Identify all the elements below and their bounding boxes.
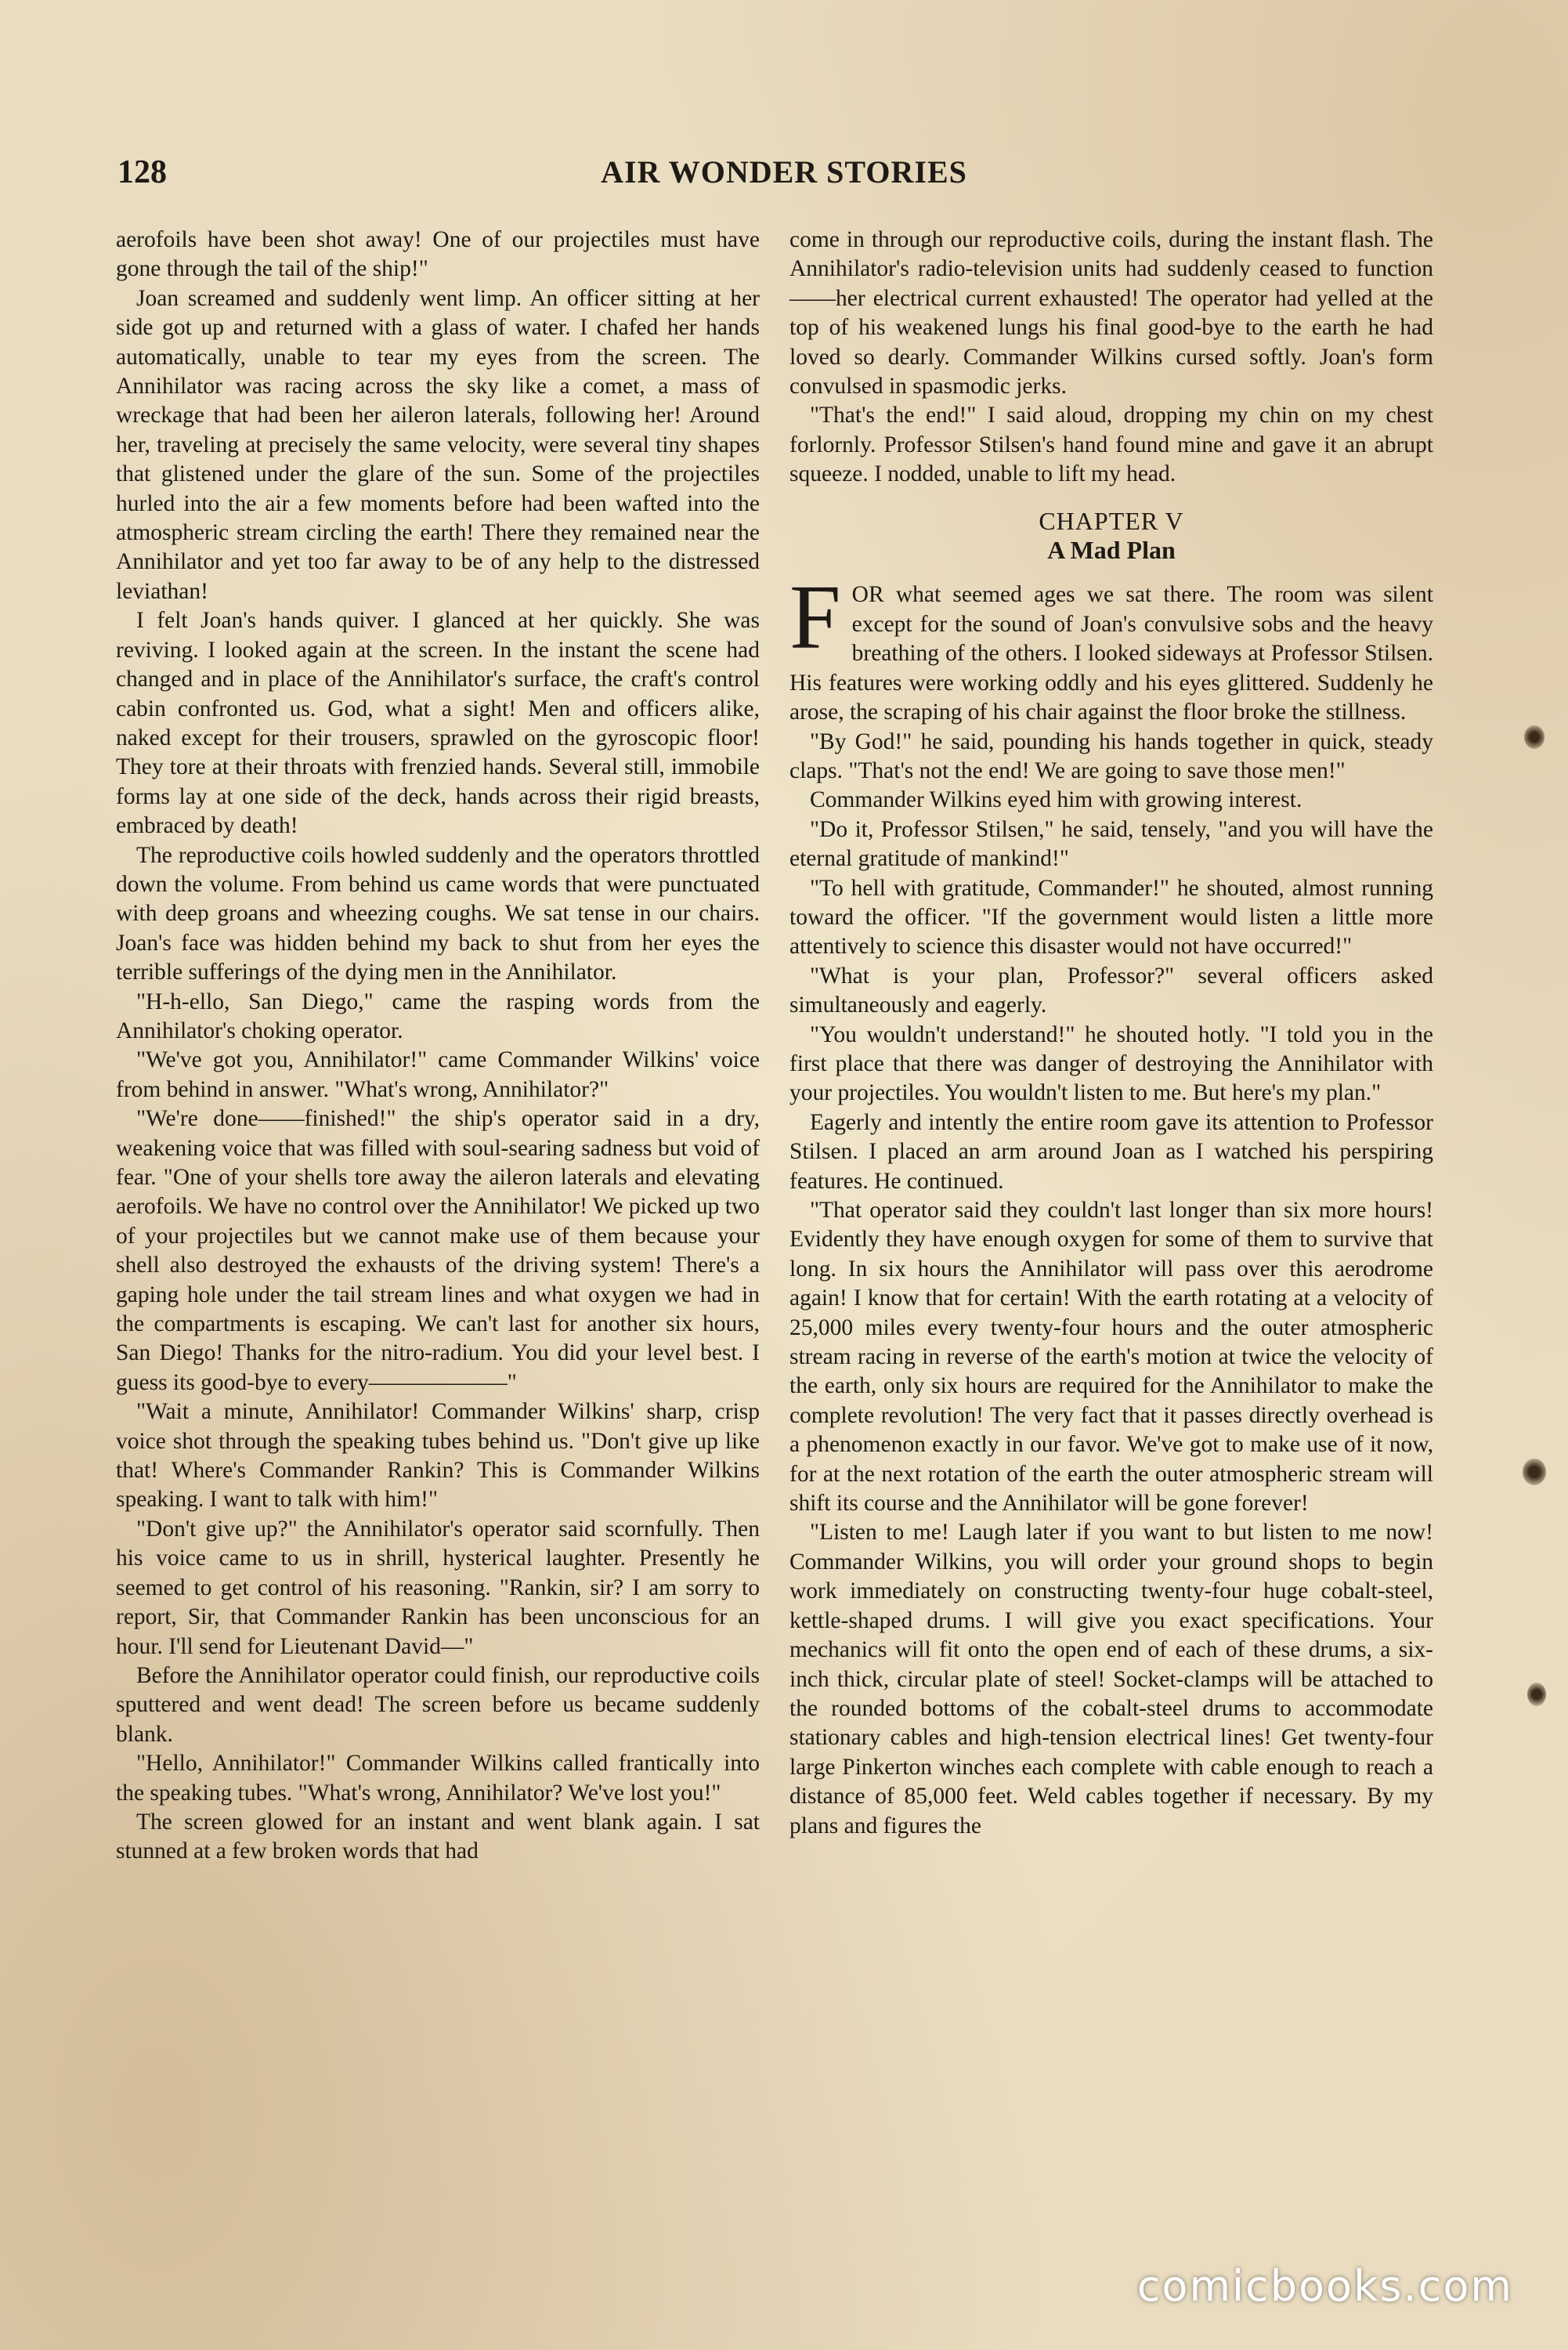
drop-cap: F <box>789 566 841 669</box>
paragraph: Joan screamed and suddenly went limp. An officer sitting at her side got up and returned with a glass of water. I chafed her hands automatically, unable to tear my eyes from the screen. The Annihilator was racing across the sky like a comet, a mass of wreckage that had been her aileron laterals, following her! Around her, traveling at precisely the same velocity, were several tiny shapes that glistened under the glare of the sun. Some of the projectiles hurled into the air a few moments before had been wafted into the atmospheric stream circling the earth! There they remained near the Annihilator and yet too far away to be of any help to the distressed leviathan! <box>116 285 760 604</box>
chapter-heading <box>789 507 1433 566</box>
paragraph: I felt Joan's hands quiver. I glanced at her quickly. She was reviving. I looked again at the screen. In the instant the scene had changed and in place of the Annihilator's surface, the craft's control cabin confronted us. God, what a sight! Men and officers alike, naked except for their trousers, sprawled on the gyroscopic floor! They tore at their throats with frenzied hands. Several still, immobile forms lay at one side of the deck, hands across their rigid breasts, embraced by death! <box>116 608 760 839</box>
paragraph: aerofoils have been shot away! One of our projectiles must have gone through the tail of the ship!" <box>116 227 760 282</box>
paragraph: "That's the end!" I said aloud, dropping my chin on my chest forlornly. Professor Stilsen's hand found mine and gave it an abrupt squeeze. I nodded, unable to lift my head. <box>789 403 1433 487</box>
paragraph: "Do it, Professor Stilsen," he said, tensely, "and you will have the eternal gratitude of mankind!" <box>789 816 1433 872</box>
right-column <box>789 226 1433 1841</box>
binding-hole <box>1527 1683 1546 1706</box>
chapter-first-paragraph <box>789 566 1433 727</box>
paragraph: "We've got you, Annihilator!" came Commander Wilkins' voice from behind in answer. "What's wrong, Annihilator?" <box>116 1047 760 1102</box>
binding-hole <box>1523 1459 1546 1485</box>
paragraph: Commander Wilkins eyed him with growing interest. <box>810 787 1302 813</box>
paragraph: "What is your plan, Professor?" several officers asked simultaneously and eagerly. <box>789 963 1433 1018</box>
chapter-number: CHAPTER V <box>1039 506 1184 535</box>
paragraph: "We're done——finished!" the ship's operator said in a dry, weakening voice that was filled with soul-searing sadness but void of fear. "One of your shells tore away the aileron laterals and elevating aerofoils. We have no control over the Annihilator! We picked up two of your projectiles but we cannot make use of them because your shell also destroyed the exhausts of the driving system! There's a gaping hole under the tail stream lines and what oxygen we had in the compartments is escaping. We can't last for another six hours, San Diego! Thanks for the nitro-radium. You did your level best. I guess its good-bye to every——————" <box>116 1106 760 1395</box>
paragraph: The screen glowed for an instant and went blank again. I sat stunned at a few broken words that had <box>116 1809 760 1864</box>
paragraph: "Listen to me! Laugh later if you want to but listen to me now! Commander Wilkins, you will order your ground shops to begin work immediately on constructing twenty-four huge cobalt-steel, kettle-shaped drums. I will give you exact specifications. Your mechanics will fit onto the open end of each of these drums, a six-inch thick, circular plate of steel! Socket-clamps will be attached to the rounded bottoms of the cobalt-steel drums to accommodate stationary cables and high-tension electrical lines! Get twenty-four large Pinkerton winches each complete with cable enough to reach a distance of 85,000 feet. Weld cables together if necessary. By my plans and figures the <box>789 1520 1433 1838</box>
paragraph: "Don't give up?" the Annihilator's operator said scornfully. Then his voice came to us in shrill, hysterical laughter. Presently he seemed to get control of his reasoning. "Rankin, sir? I am sorry to report, Sir, that Commander Rankin has been unconscious for an hour. I'll send for Lieutenant David—" <box>116 1516 760 1659</box>
paragraph: Before the Annihilator operator could finish, our reproductive coils sputtered and went dead! The screen before us became suddenly blank. <box>116 1662 760 1747</box>
left-column <box>116 226 760 1867</box>
paragraph: "Wait a minute, Annihilator! Commander Wilkins' sharp, crisp voice shot through the speaking tubes behind us. "Don't give up like that! Where's Commander Rankin? This is Commander Wilkins speaking. I want to talk with him!" <box>116 1399 760 1513</box>
page-number: 128 <box>117 154 167 190</box>
paragraph: "Hello, Annihilator!" Commander Wilkins called frantically into the speaking tubes. "What's wrong, Annihilator? We've lost you!" <box>116 1751 760 1806</box>
watermark: comicbooks.com <box>1136 2261 1513 2311</box>
paragraph: "You wouldn't understand!" he shouted hotly. "I told you in the first place that there was danger of destroying the Annihilator with your projectiles. You wouldn't listen to me. But here's my plan." <box>789 1021 1433 1106</box>
binding-hole <box>1524 725 1545 749</box>
paragraph: Eagerly and intently the entire room gave its attention to Professor Stilsen. I placed an arm around Joan as I watched his perspiring features. He continued. <box>789 1109 1433 1194</box>
paragraph: "H-h-ello, San Diego," came the rasping words from the Annihilator's choking operator. <box>116 989 760 1043</box>
paragraph-text: OR what seemed ages we sat there. The room was silent except for the sound of Joan's convulsive sobs and the heavy breathing of the others. I looked sideways at Professor Stilsen. His features were working oddly and his eyes glittered. Suddenly he arose, the scraping of his chair against the floor broke the stillness. <box>789 582 1433 725</box>
paragraph: "That operator said they couldn't last longer than six more hours! Evidently they have enough oxygen for some of them to survive that long. In six hours the Annihilator will pass over this aerodrome again! I know that for certain! With the earth rotating at a velocity of 25,000 miles every twenty-four hours and the outer atmospheric stream racing in reverse of the earth's motion at twice the velocity of the earth, only six hours are required for the Annihilator to make the complete revolution! The very fact that it passes directly overhead is a phenomenon exactly in our favor. We've got to make use of it now, for at the next rotation of the earth the outer atmospheric stream will shift its course and the Annihilator will be gone forever! <box>789 1198 1433 1517</box>
paragraph: come in through our reproductive coils, during the instant flash. The Annihilator's radio-television units had suddenly ceased to function——her electrical current exhausted! The operator had yelled at the top of his weakened lungs his final good-bye to the earth he had loved so dearly. Commander Wilkins cursed softly. Joan's form convulsed in spasmodic jerks. <box>789 227 1433 400</box>
running-title: AIR WONDER STORIES <box>601 154 967 190</box>
chapter-title: A Mad Plan <box>1047 536 1176 565</box>
paragraph: "By God!" he said, pounding his hands together in quick, steady claps. "That's not the end! We are going to save those men!" <box>789 728 1433 783</box>
paragraph: "To hell with gratitude, Commander!" he shouted, almost running toward the officer. "If the government would listen a little more attentively to science this disaster would not have occurred!" <box>789 875 1433 960</box>
paragraph: The reproductive coils howled suddenly and the operators throttled down the volume. From behind us came words that were punctuated with deep groans and wheezing coughs. We sat tense in our chairs. Joan's face was hidden behind my back to shut from her eyes the terrible sufferings of the dying men in the Annihilator. <box>116 842 760 985</box>
